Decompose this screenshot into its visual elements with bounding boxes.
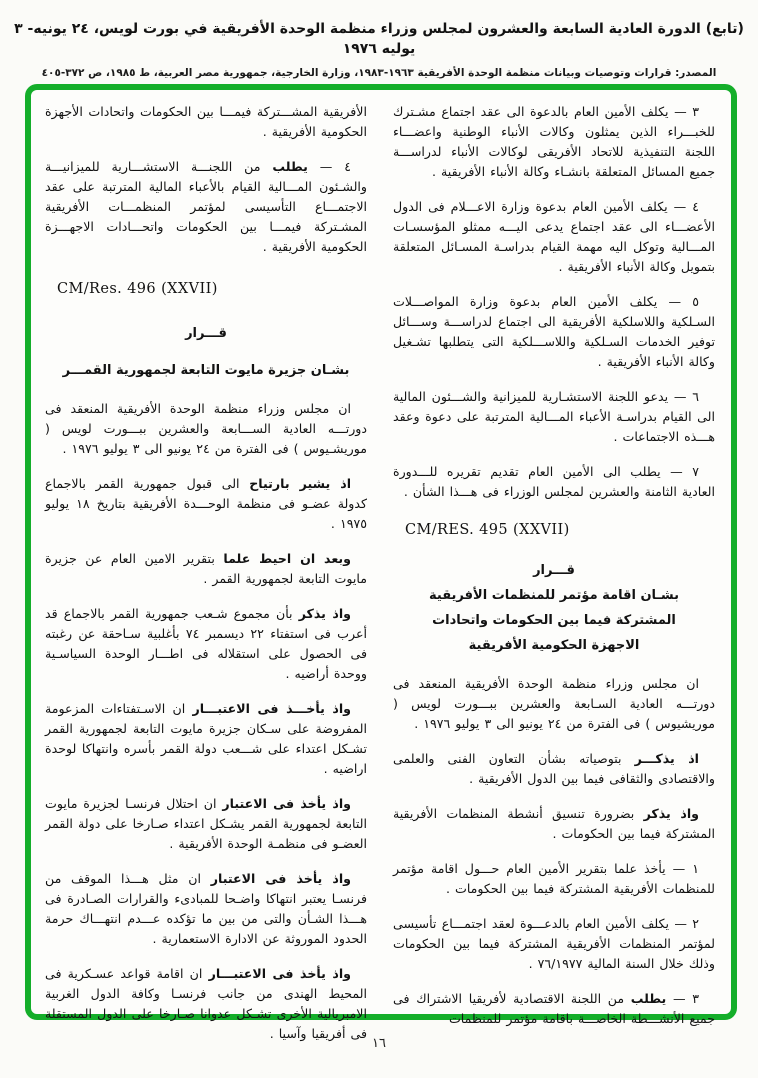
column-left [45, 102, 367, 1041]
paragraph: ٤ — يكلف الأمين العام بدعوة وزارة الاعـــلام فى الدول الأعضـــاء الى عقد اجتماع يدعى اليـــه ممثلو المؤسسـات المـــالية وتوكل اليه مهمة القيام بدراسـة المسـائل المتعلقة بتمويل وكالة الأنباء الأفريقية . [393, 199, 715, 274]
resolution-ref: CM/RES. 495 (XXVII) [405, 522, 570, 538]
paragraph: ٤ — يطلب من اللجنـــة الاستشـــارية للميزانيـــة والشـئون المـــالية القيام بالأعباء المالية المترتبة على عقد الاجتمـــاع التأسيسى لمؤتمر المنظمـــات الأفريقية المشـتركة فيمـــا بين الحكومات واتحـــادات الاجهـــزة الحكومية الأفريقية . [45, 159, 367, 254]
page-number: ١٦ [372, 1036, 386, 1051]
paragraph: ٢ — يكلف الأمين العام بالدعـــوة لعقد اجتمـــاع تأسيسى لمؤتمر المنظمات الأفريقية المشتركة فيما بين الحكومات وذلك خلال السنة المالية ٧٦/١٩٧٧ . [393, 916, 715, 971]
resolution-heading [393, 560, 715, 656]
session-title: (تابع) الدورة العادية السابعة والعشرون لمجلس وزراء منظمة الوحدة الأفريقية في بورت لويس، ٢٤ يونيه- ٣ يوليه ١٩٧٦ [14, 21, 744, 57]
heading-line: الاجهزة الحكومية الأفريقية [468, 638, 640, 653]
source-line: المصدر: قرارات وتوصيات وبيانات منظمة الوحدة الأفريقية ١٩٦٣-١٩٨٣، وزارة الخارجية، جمهورية مصر العربية، ط ١٩٨٥، ص ٣٧٢-٤٠٥ [41, 67, 717, 80]
paragraph: ١ — يأخذ علما بتقرير الأمين العام حـــول اقامة مؤتمر للمنظمات الأفريقية المشتركة فيما بين الحكومات . [393, 861, 715, 896]
paragraph: الأفريقية المشـــتركة فيمـــا بين الحكومات واتحادات الأجهزة الحكومية الأفريقية . [45, 104, 367, 139]
paragraph: ٧ — يطلب الى الأمين العام تقديم تقريره للـــدورة العادية الثامنة والعشرين لمجلس الوزراء فى هـــذا الشأن . [393, 464, 715, 499]
column-right [393, 102, 715, 1026]
paragraph: ٦ — يدعو اللجنة الاستشـارية للميزانية والشـــئون المالية الى القيام بدراسـة الأعباء المـــالية المترتبة على دعوة وعقد هـــذه الاجتماعات . [393, 389, 715, 444]
paragraph: ٣ — يكلف الأمين العام بالدعوة الى عقد اجتماع مشـترك للخبـــراء الذين يمثلون وكالات الأنباء الوطنية واعضـــاء اللجنة التنفيذية للاتحاد الأفريقى لوكالات الأنباء لدراســـة جميع المسائل المتعلقة بانشـاء وكالة الأنباء الأفريقية . [393, 104, 715, 179]
heading-line: بشـان جزيرة مايوت التابعة لجمهورية القمـــر [62, 363, 350, 378]
resolution-ref: CM/Res. 496 (XXVII) [57, 281, 218, 297]
paragraph: ٥ — يكلف الأمين العام بدعوة وزارة المواصـــلات السـلكية واللاسلكية الأفريقية الى اجتماع لدراســـة وســـائل توفير الخدمات السـلكية واللاســـلكية التى يتطلبها تشـغيل وكالة الأنباء الأفريقية . [393, 294, 715, 369]
heading-line: بشـان اقامة مؤتمر للمنظمات الأفريقية [429, 588, 679, 603]
paragraph: ان مجلس وزراء منظمة الوحدة الأفريقية المنعقد فى دورتـــه العادية الســـابعة والعشرين ببـــورت لويس ( موريشـيوس ) فى الفترة من ٢٤ يونيو الى ٣ يوليو ١٩٧٦ . [45, 401, 367, 456]
paragraph: واذ يأخذ فى الاعتبار ان احتلال فرنسـا لجزيرة مايوت التابعة لجمهورية القمر يشـكل اعتداء صـارخا على دولة القمر العضـو فى منظمـة الوحدة الأفريقية . [45, 796, 367, 851]
paragraph: واذ يذكر بأن مجموع شـعب جمهورية القمر بالاجماع قد أعرب فى استفتاء ٢٢ ديسمبر ٧٤ بأغلبية سـاحقة عن رغبته فى الحصول على استقلاله فى اطـــار الوحدة السياسـية ووحدة أراضيه . [45, 606, 367, 681]
paragraph: واذ يذكر بضرورة تنسيق أنشطة المنظمات الأفريقية المشتركة فيما بين الحكومات . [393, 806, 715, 841]
paragraph: ٣ — يطلب من اللجنة الاقتصادية لأفريقيا الاشتراك فى جميع الأنشـــطة الخاصـــة باقامة مؤتمر للمنظمات [393, 991, 715, 1026]
paragraph: وبعد ان احيط علما بتقرير الامين العام عن جزيرة مايوت التابعة لجمهورية القمر . [45, 551, 367, 586]
heading-line: قـــرار [185, 326, 227, 341]
paragraph: واذ يأخـــذ فى الاعتبـــار ان الاسـتفتاءات المزعومة المفروضة على سـكان جزيرة مايوت التابعة لجمهورية القمر تشـكل اعتداء على شـــعب دولة القمر بأسره وانتهاكا لوحدة اراضيه . [45, 701, 367, 776]
two-column-layout [45, 102, 715, 1041]
paragraph: اذ يشير بارتياح الى قبول جمهورية القمر بالاجماع كدولة عضـو فى منظمة الوحـــدة الأفريقية بتاريخ ١٨ يوليو ١٩٧٥ . [45, 476, 367, 531]
document-frame [25, 84, 737, 1041]
heading-line: المشتركة فيما بين الحكومات واتحادات [432, 613, 676, 628]
paragraph: اذ يذكـــر بتوصياته بشأن التعاون الفنى والعلمى والاقتصادى والثقافى فيما بين الدول الأفريقية . [393, 751, 715, 786]
heading-line: قـــرار [533, 563, 575, 578]
page-header [0, 0, 758, 79]
paragraph: واذ يأخذ فى الاعتبـــار ان اقامة قواعد عسـكرية فى المحيط الهندى من جانب فرنسـا وكافة الدول الغربية الامبريالية الأخرى تشـكل عدوانا صـارخا على الدول المستقلة فى أفريقيا وآسيا . [45, 966, 367, 1041]
paragraph: واذ يأخذ فى الاعتبار ان مثل هـــذا الموقف من فرنسـا يعتبر انتهاكا واضـحا للمبادىء والقرارات الصـادرة فى هـــذا الشـأن والتى من بين ما تؤكده عـــدم انتهـــاك حرمة الحدود الموروثة عن الادارة الاستعمارية . [45, 871, 367, 946]
resolution-heading [45, 323, 367, 381]
paragraph: ان مجلس وزراء منظمة الوحدة الأفريقية المنعقد فى دورتـــه العادية السـابعة والعشرين ببـــورت لويس ( موريشيوس ) فى الفترة من ٢٤ يونيو الى ٣ يوليو ١٩٧٦ . [393, 676, 715, 731]
